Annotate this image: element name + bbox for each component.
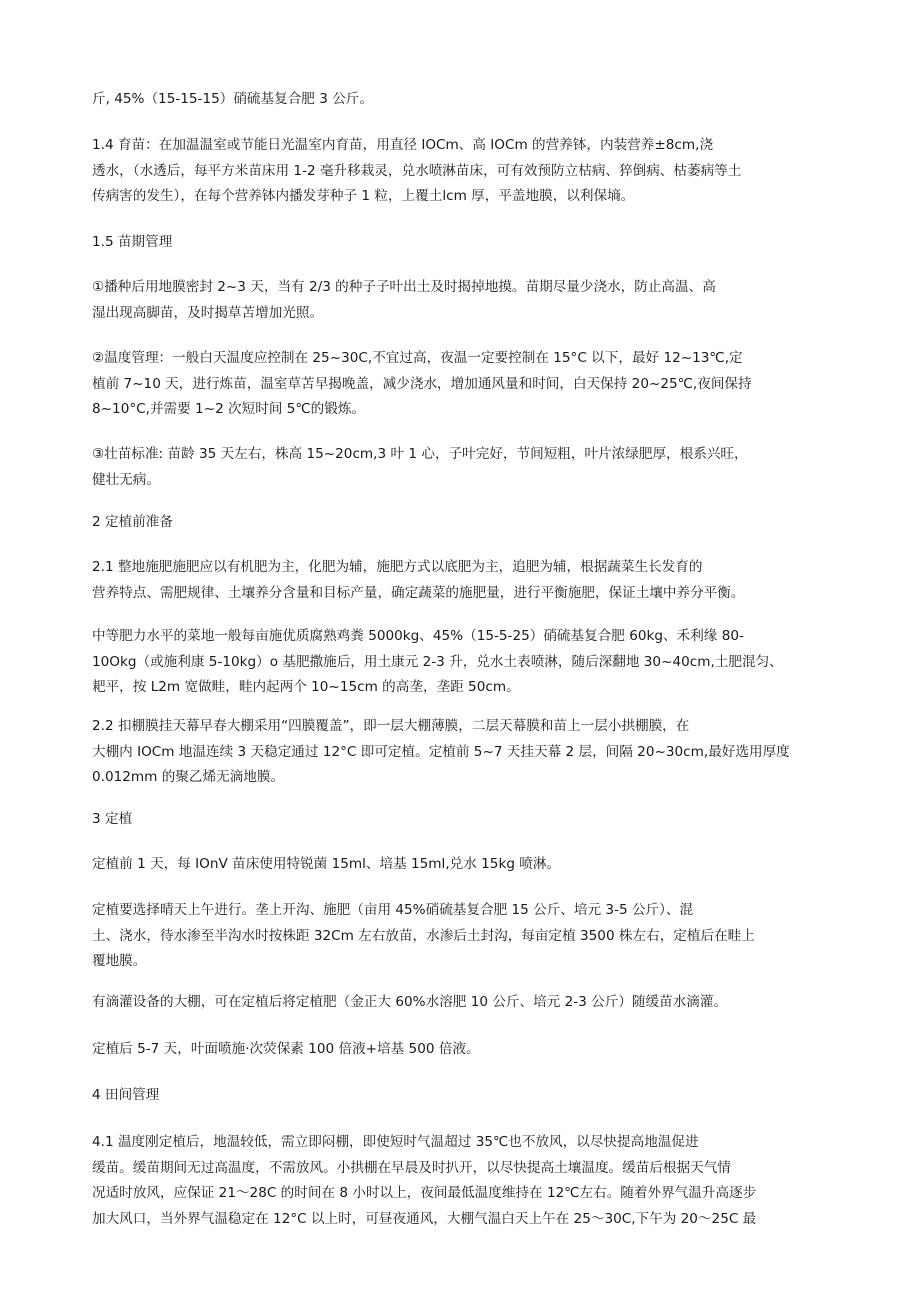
text-line: 大棚内 IOCm 地温连续 3 天稳定通过 12°C 即可定植。定植前 5~7 天挂天幕 2 层，间隔 20~30cm,最好选用厚度 — [92, 743, 790, 760]
text-line: ①播种后用地膜密封 2~3 天，当有 2/3 的种子子叶出土及时揭掉地摸。苗期尽量少浇水，防止高温、高 — [92, 279, 716, 295]
paragraph-2-2 — [92, 714, 832, 791]
paragraph-fertilizer — [92, 624, 832, 701]
text-line: 10Okg（或施利康 5-10kg）o 基肥撒施后，用土康元 2-3 升，兑水土表喷淋，随后深翻地 30~40cm,土肥混匀、 — [92, 653, 783, 670]
text-line: 3 定植 — [92, 811, 133, 827]
text-line: 中等肥力水平的菜地一般每亩施优质腐熟鸡粪 5000kg、45%（15-5-25）硝硫基复合肥 60kg、禾利缘 80- — [92, 628, 744, 644]
text-line: 植前 7~10 天，进行炼苗，温室草苫早揭晚盖，减少浇水，增加通风量和时间，白天保持 20~25℃,夜间保持 — [92, 375, 752, 392]
text-line: 健壮无病。 — [92, 471, 160, 488]
paragraph-item-1 — [92, 275, 832, 326]
text-line: 缓苗。缓苗期间无过高温度，不需放风。小拱棚在早晨及时扒开，以尽快提高土壤温度。缓苗后根据天气情 — [92, 1159, 731, 1176]
text-line: ③壮苗标准: 苗龄 35 天左右，株高 15~20cm,3 叶 1 心，子叶完好，节间短粗，叶片浓绿肥厚，根系兴旺， — [92, 446, 748, 462]
text-line: 覆地膜。 — [92, 953, 147, 969]
text-line: 斤, 45%（15-15-15）硝硫基复合肥 3 公斤。 — [92, 91, 373, 107]
text-line: 4.1 温度刚定植后，地温较低，需立即闷棚，即使短时气温超过 35℃也不放风，以尽快提高地温促进 — [92, 1134, 699, 1150]
text-line: 土、浇水，待水渗至半沟水时按株距 32Cm 左右放苗，水渗后土封沟，每亩定植 3500 株左右，定植后在畦上 — [92, 927, 755, 944]
paragraph-seedling-1-4 — [92, 133, 832, 210]
text-line: 加大风口，当外界气温稳定在 12°C 以上时，可昼夜通风，大棚气温白天上午在 25～30C,下午为 20～25C 最 — [92, 1210, 757, 1227]
text-line: 透水，（水透后，每平方米苗床用 1-2 毫升移栽灵，兑水喷淋苗床，可有效预防立枯病、猝倒病、枯萎病等土 — [92, 162, 742, 179]
text-line: 传病害的发生），在每个营养钵内播发芽种子 1 粒，上覆土lcm 厚，平盖地膜，以利保墒。 — [92, 188, 635, 204]
heading-1-5 — [92, 230, 832, 256]
text-line: 有滴灌设备的大棚，可在定植后将定植肥（金正大 60%水溶肥 10 公斤、培元 2-3 公斤）随缓苗水滴灌。 — [92, 994, 728, 1010]
paragraph-item-3 — [92, 442, 832, 493]
text-line: 1.5 苗期管理 — [92, 234, 173, 250]
paragraph-2-1 — [92, 555, 832, 606]
text-line: 营养特点、需肥规律、土壤养分含量和目标产量，确定蔬菜的施肥量，进行平衡施肥，保证土壤中养分平衡。 — [92, 584, 745, 601]
text-line: 定植前 1 天，每 IOnV 苗床使用特锐菌 15ml、培基 15ml,兑水 15kg 喷淋。 — [92, 856, 561, 872]
text-line: 湿出现高脚苗，及时揭草苫增加光照。 — [92, 304, 324, 321]
text-line: 0.012mm 的聚乙烯无滴地膜。 — [92, 769, 285, 785]
text-line: 2.2 扣棚膜挂天幕早春大棚采用“四膜覆盖”，即一层大棚薄膜，二层天幕膜和苗上一层小拱棚膜，在 — [92, 718, 690, 734]
text-line: 况适时放风，应保证 21～28C 的时间在 8 小时以上，夜间最低温度维持在 12℃左右。随着外界气温升高逐步 — [92, 1185, 757, 1201]
heading-4 — [92, 1083, 832, 1109]
text-line: 2 定植前准备 — [92, 514, 173, 530]
paragraph-planting — [92, 898, 832, 975]
paragraph-0 — [92, 87, 832, 113]
text-line: ②温度管理：一般白天温度应控制在 25~30C,不宜过高，夜温一定要控制在 15°C 以下，最好 12~13℃,定 — [92, 350, 743, 366]
paragraph-drip — [92, 990, 832, 1016]
paragraph-item-2 — [92, 346, 832, 423]
heading-3 — [92, 807, 832, 833]
text-line: 定植后 5-7 天，叶面喷施·次荧保素 100 倍液+培基 500 倍液。 — [92, 1041, 480, 1057]
text-line: 耙平，按 L2m 宽做畦，畦内起两个 10~15cm 的高垄，垄距 50cm。 — [92, 679, 520, 695]
text-line: 1.4 育苗：在加温温室或节能日光温室内育苗，用直径 IOCm、高 IOCm 的营养钵，内装营养±8cm,浇 — [92, 137, 714, 153]
paragraph-planting-prep — [92, 852, 832, 878]
paragraph-spray — [92, 1037, 832, 1063]
heading-2 — [92, 510, 832, 536]
text-line: 定植要选择晴天上午进行。垄上开沟、施肥（亩用 45%硝硫基复合肥 15 公斤、培元 3-5 公斤）、混 — [92, 902, 694, 918]
text-line: 4 田间管理 — [92, 1087, 160, 1103]
text-line: 2.1 整地施肥施肥应以有机肥为主，化肥为辅，施肥方式以底肥为主，追肥为辅，根据蔬菜生长发育的 — [92, 559, 703, 575]
text-line: 8~10°C,并需要 1~2 次短时间 5℃的锻炼。 — [92, 401, 366, 417]
paragraph-4-1 — [92, 1130, 832, 1232]
